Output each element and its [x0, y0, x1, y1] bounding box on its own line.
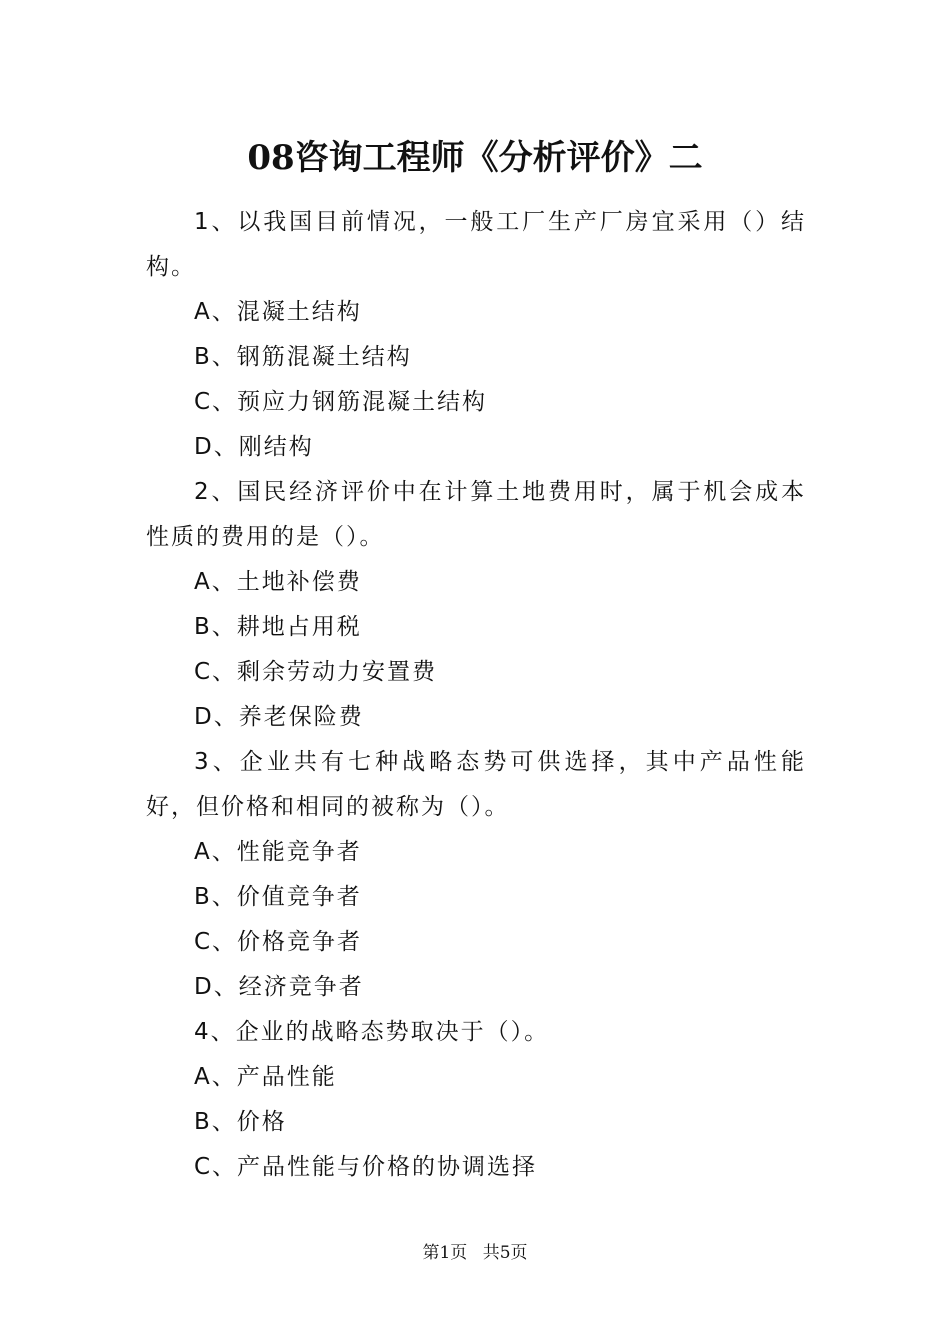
answer-option: C、产品性能与价格的协调选择 [194, 1154, 538, 1180]
question-text: 1、以我国目前情况，一般工厂生产厂房宜采用（）结构。 [146, 209, 806, 280]
answer-option: B、钢筋混凝土结构 [194, 344, 412, 370]
page-footer [0, 1238, 950, 1268]
answer-option: C、剩余劳动力安置费 [194, 659, 438, 685]
question-text: 2、国民经济评价中在计算土地费用时，属于机会成本性质的费用的是（）。 [146, 479, 806, 550]
answer-option: C、价格竞争者 [194, 929, 363, 955]
question-block [146, 200, 806, 470]
page-number: 第1页 [422, 1243, 468, 1263]
answer-option: B、价值竞争者 [194, 884, 362, 910]
answer-option: B、耕地占用税 [194, 614, 362, 640]
answer-option: D、养老保险费 [194, 704, 364, 730]
document-title: 08咨询工程师《分析评价》二 [247, 138, 703, 178]
answer-option: A、性能竞争者 [194, 839, 362, 865]
answer-option: A、土地补偿费 [194, 569, 362, 595]
question-text: 3、企业共有七种战略态势可供选择，其中产品性能好，但价格和相同的被称为（）。 [146, 749, 806, 820]
question-block [146, 470, 806, 740]
document-body [146, 200, 806, 1190]
question-block [146, 1010, 806, 1190]
answer-option: D、刚结构 [194, 434, 314, 460]
question-block [146, 740, 806, 1010]
answer-option: A、混凝土结构 [194, 299, 362, 325]
answer-option: D、经济竞争者 [194, 974, 364, 1000]
answer-option: B、价格 [194, 1109, 287, 1135]
question-text: 4、企业的战略态势取决于（）。 [194, 1019, 550, 1045]
answer-option: C、预应力钢筋混凝土结构 [194, 389, 488, 415]
answer-option: A、产品性能 [194, 1064, 337, 1090]
page-count: 共5页 [482, 1243, 528, 1263]
